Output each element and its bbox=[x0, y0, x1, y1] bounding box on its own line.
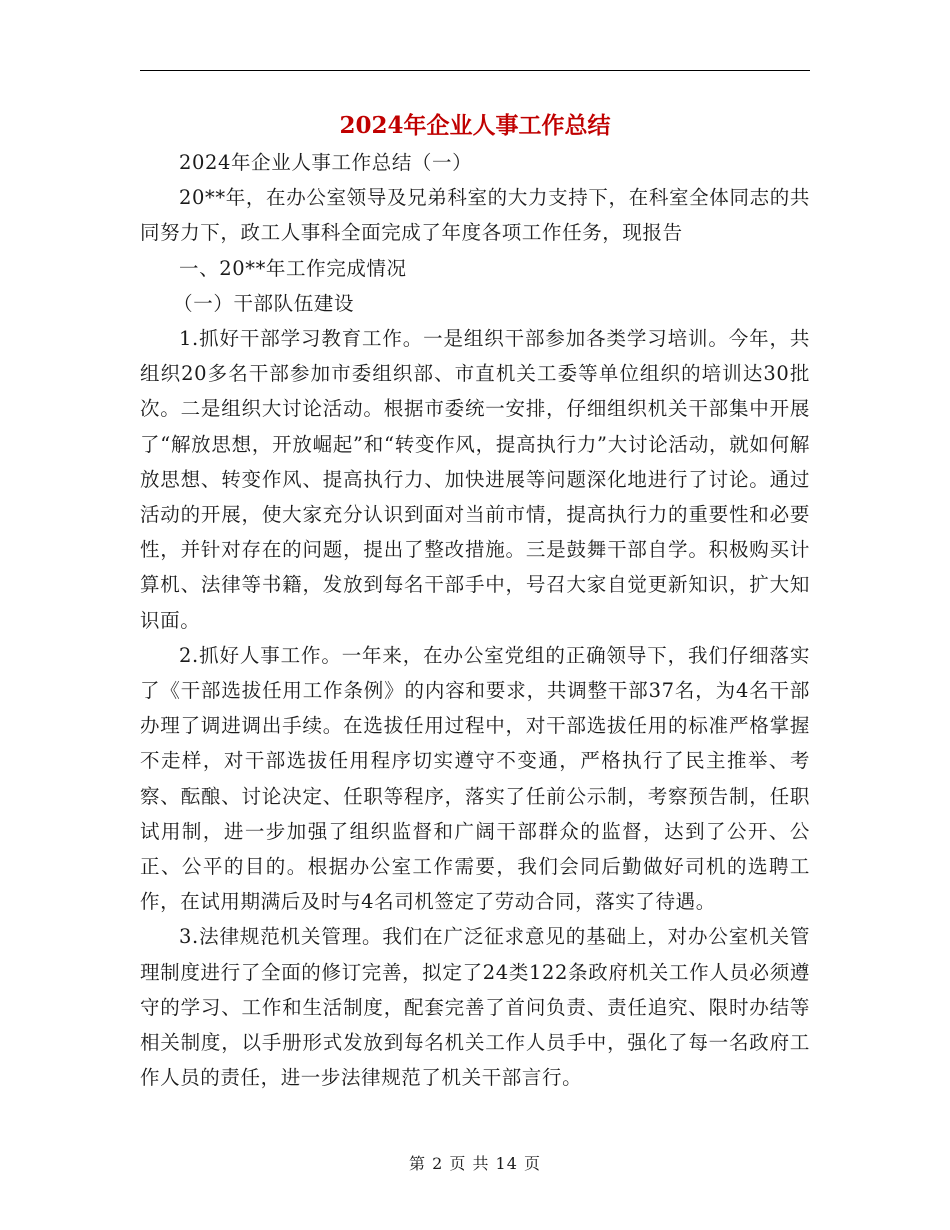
page-footer bbox=[140, 1152, 810, 1176]
current-page-number: 2 bbox=[432, 1154, 444, 1173]
footer-middle: 页 共 bbox=[449, 1154, 490, 1173]
document-title: 2024年企业人事工作总结 bbox=[339, 112, 611, 139]
footer-suffix: 页 bbox=[524, 1154, 542, 1173]
paragraph-subtitle: 2024年企业人事工作总结（一） bbox=[179, 151, 473, 174]
total-pages-number: 14 bbox=[495, 1154, 518, 1173]
section-heading: 一、20**年工作完成情况 bbox=[179, 256, 407, 280]
paragraph-item-2: 2.抓好人事工作。一年来，在办公室党组的正确领导下，我们仔细落实了《干部选拔任用工作条例》的内容和要求，共调整干部37名，为4名干部办理了调进调出手续。在选拔任用过程中，对干部选拔任用的标准严格掌握不走样，对干部选拔任用程序切实遵守不变通，严格执行了民主推举、考察、酝酿、讨论决定、任职等程序，落实了任前公示制，考察预告制，任职试用制，进一步加强了组织监督和广阔干部群众的监督，达到了公开、公正、公平的目的。根据办公室工作需要，我们会同后勤做好司机的选聘工作，在试用期满后及时与4名司机签定了劳动合同，落实了待遇。 bbox=[140, 643, 810, 914]
paragraph-item-1: 1.抓好干部学习教育工作。一是组织干部参加各类学习培训。今年，共组织20多名干部参加市委组织部、市直机关工委等单位组织的培训达30批次。二是组织大讨论活动。根据市委统一安排，仔细组织机关干部集中开展了“解放思想，开放崛起”和“转变作风，提高执行力”大讨论活动，就如何解放思想、转变作风、提高执行力、加快进展等问题深化地进行了讨论。通过活动的开展，使大家充分认识到面对当前市情，提高执行力的重要性和必要性，并针对存在的问题，提出了整改措施。三是鼓舞干部自学。积极购买计算机、法律等书籍，发放到每名干部手中，号召大家自觉更新知识，扩大知识面。 bbox=[140, 327, 810, 632]
footer-prefix: 第 bbox=[408, 1154, 426, 1173]
header-rule bbox=[140, 70, 810, 71]
paragraph-intro: 20**年，在办公室领导及兄弟科室的大力支持下，在科室全体同志的共同努力下，政工人事科全面完成了年度各项工作任务，现报告 bbox=[140, 186, 810, 245]
document-body bbox=[140, 145, 810, 1095]
paragraph-item-3: 3.法律规范机关管理。我们在广泛征求意见的基础上，对办公室机关管理制度进行了全面的修订完善，拟定了24类122条政府机关工作人员必须遵守的学习、工作和生活制度，配套完善了首问负责、责任追究、限时办结等相关制度，以手册形式发放到每名机关工作人员手中，强化了每一名政府工作人员的责任，进一步法律规范了机关干部言行。 bbox=[140, 925, 810, 1090]
subsection-heading: （一）干部队伍建设 bbox=[173, 291, 355, 315]
